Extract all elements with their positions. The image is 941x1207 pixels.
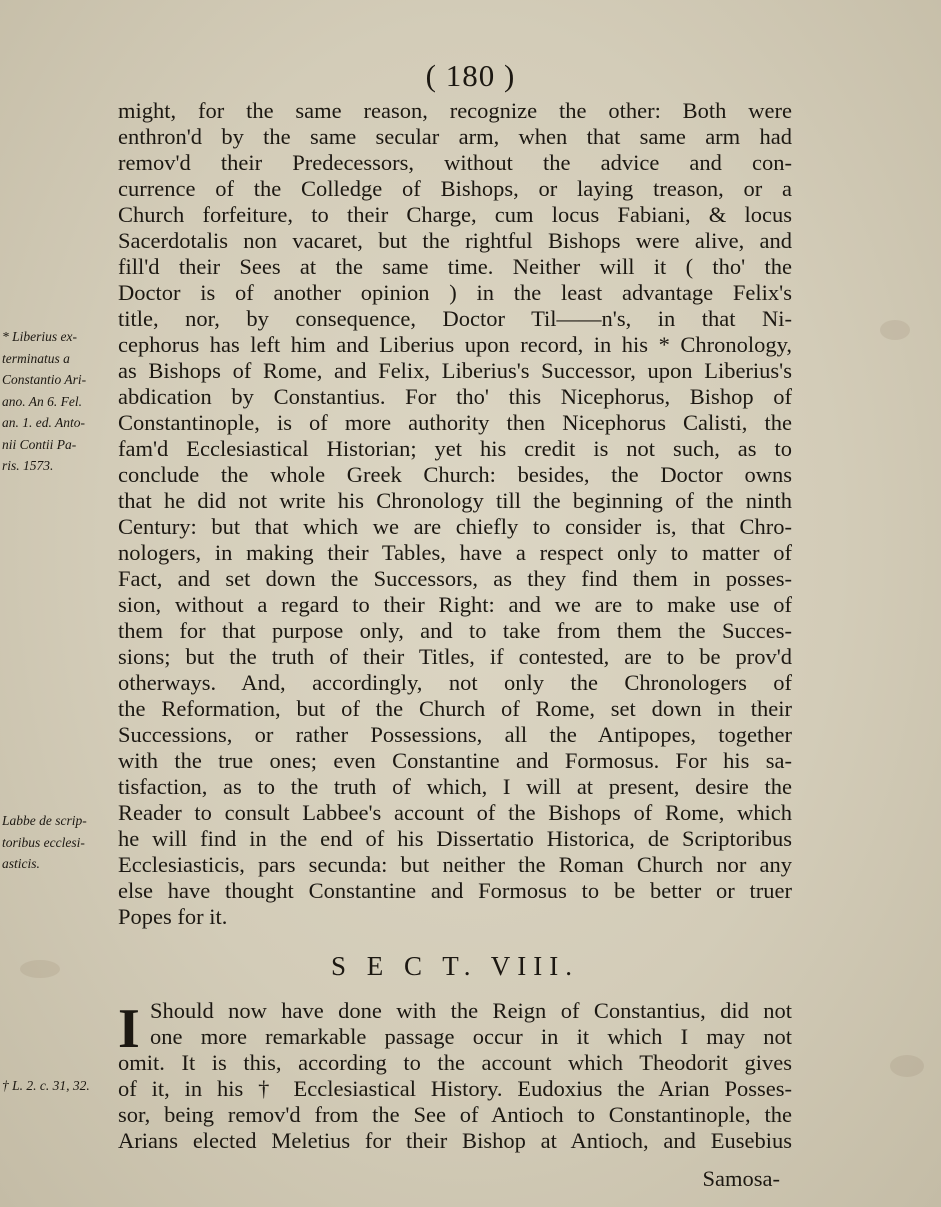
drop-cap: I xyxy=(118,998,140,1060)
text-line: omit. It is this, according to the account which Theodorit gives xyxy=(118,1050,792,1075)
text-line: otherways. And, accordingly, not only the Chronologers of xyxy=(118,670,792,695)
margin-note-line: toribus ecclesi- xyxy=(2,834,85,850)
text-line: conclude the whole Greek Church: besides, the Doctor owns xyxy=(118,462,792,487)
catchword: Samosa- xyxy=(702,1166,780,1191)
text-line: them for that purpose only, and to take from them the Succes- xyxy=(118,618,792,643)
text-line: as Bishops of Rome, and Felix, Liberius's Successor, upon Liberius's xyxy=(118,358,792,383)
margin-note-liberius xyxy=(2,326,114,477)
margin-note-line: asticis. xyxy=(2,856,40,871)
margin-note-line: nii Contii Pa- xyxy=(2,436,77,452)
margin-note-line: ris. 1573. xyxy=(2,458,54,473)
text-line: abdication by Constantius. For tho' this Nicephorus, Bishop of xyxy=(118,384,792,409)
text-line: Ecclesiasticis, pars secunda: but neither the Roman Church nor any xyxy=(118,852,792,877)
text-line: fam'd Ecclesiastical Historian; yet his credit is not such, as to xyxy=(118,436,792,461)
text-line: currence of the Colledge of Bishops, or laying treason, or a xyxy=(118,176,792,201)
text-line: title, nor, by consequence, Doctor Til——n's, in that Ni- xyxy=(118,306,792,331)
text-line: Sacerdotalis non vacaret, but the rightful Bishops were alive, and xyxy=(118,228,792,253)
margin-note-line: ano. An 6. Fel. xyxy=(2,393,82,409)
paper-stain xyxy=(890,1055,924,1077)
text-line: Arians elected Meletius for their Bishop at Antioch, and Eusebius xyxy=(118,1128,792,1153)
section-heading: S E C T. VIII. xyxy=(330,951,579,981)
text-line: might, for the same reason, recognize the other: Both were xyxy=(118,98,792,123)
text-line: Doctor is of another opinion ) in the least advantage Felix's xyxy=(118,280,792,305)
text-line: remov'd their Predecessors, without the advice and con- xyxy=(118,150,792,175)
text-line: one more remarkable passage occur in it which I may not xyxy=(150,1024,792,1049)
text-line: Century: but that which we are chiefly to consider is, that Chro- xyxy=(118,514,792,539)
text-line: nologers, in making their Tables, have a respect only to matter of xyxy=(118,540,792,565)
text-line: Church forfeiture, to their Charge, cum locus Fabiani, & locus xyxy=(118,202,792,227)
margin-note-line: an. 1. ed. Anto- xyxy=(2,415,85,430)
text-line: with the true ones; even Constantine and Formosus. For his sa- xyxy=(118,748,792,773)
margin-note-line: * Liberius ex- xyxy=(2,329,77,344)
paper-stain xyxy=(880,320,910,340)
text-line: Should now have done with the Reign of Constantius, did not xyxy=(150,998,792,1023)
text-line: sion, without a regard to their Right: and we are to make use of xyxy=(118,592,792,617)
text-line: else have thought Constantine and Formosus to be better or truer xyxy=(118,878,792,903)
text-line: the Reformation, but of the Church of Rome, set down in their xyxy=(118,696,792,721)
margin-note-line: † L. 2. c. 31, 32. xyxy=(2,1078,90,1093)
text-line: fill'd their Sees at the same time. Neither will it ( tho' the xyxy=(118,254,792,279)
text-line: Successions, or rather Possessions, all the Antipopes, together xyxy=(118,722,792,747)
text-line: sor, being remov'd from the See of Antioch to Constantinople, the xyxy=(118,1102,792,1127)
margin-note-line: Labbe de scrip- xyxy=(2,813,87,828)
margin-note-line: terminatus a xyxy=(2,350,70,366)
margin-note-theodorit xyxy=(2,1075,114,1097)
text-line: Fact, and set down the Successors, as they find them in posses- xyxy=(118,566,792,591)
text-line: tisfaction, as to the truth of which, I will at present, desire the xyxy=(118,774,792,799)
text-line: Constantinople, is of more authority then Nicephorus Calisti, the xyxy=(118,410,792,435)
margin-note-labbe xyxy=(2,810,114,875)
text-line: he will find in the end of his Dissertatio Historica, de Scriptoribus xyxy=(118,826,792,851)
text-line: that he did not write his Chronology till the beginning of the ninth xyxy=(118,488,792,513)
text-line: sions; but the truth of their Titles, if contested, are to be prov'd xyxy=(118,644,792,669)
text-line: Popes for it. xyxy=(118,904,228,929)
text-line: cephorus has left him and Liberius upon record, in his * Chronology, xyxy=(118,332,792,357)
text-line: enthron'd by the same secular arm, when that same arm had xyxy=(118,124,792,149)
page-number: ( 180 ) xyxy=(425,58,516,93)
margin-note-line: Constantio Ari- xyxy=(2,372,87,387)
text-line: Reader to consult Labbee's account of the Bishops of Rome, which xyxy=(118,800,792,825)
text-line: of it, in his † Ecclesiastical History. Eudoxius the Arian Posses- xyxy=(118,1076,792,1101)
paper-stain xyxy=(20,960,60,978)
